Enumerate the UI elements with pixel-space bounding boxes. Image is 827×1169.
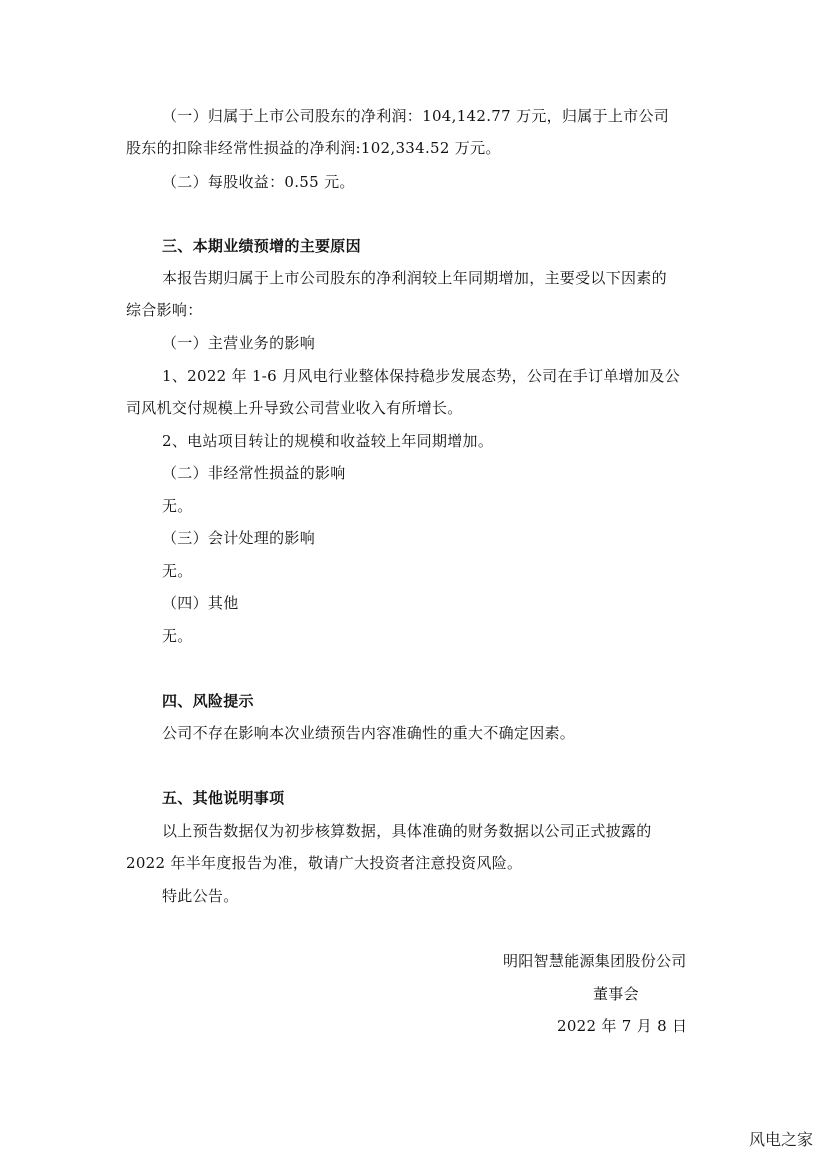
sub1-item1-line-2: 司风机交付规模上升导致公司营业收入有所增长。 (126, 399, 463, 417)
signature-date: 2022 年 7 月 8 日 (557, 1017, 688, 1035)
net-profit-line-1: （一）归属于上市公司股东的净利润：104,142.77 万元，归属于上市公司 (162, 107, 670, 125)
net-profit-line-2: 股东的扣除非经常性损益的净利润:102,334.52 万元。 (126, 139, 501, 157)
sub1-item2: 2、电站项目转让的规模和收益较上年同期增加。 (162, 432, 494, 450)
sub1-item1-line-1: 1、2022 年 1-6 月风电行业整体保持稳步发展态势，公司在手订单增加及公 (162, 367, 680, 385)
reasons-intro-line-2: 综合影响： (126, 301, 203, 319)
section-4-heading: 四、风险提示 (162, 692, 254, 710)
closing-line: 特此公告。 (162, 887, 239, 905)
signature-company: 明阳智慧能源集团股份公司 (503, 952, 687, 970)
other-body-line-2: 2022 年半年度报告为准，敬请广大投资者注意投资风险。 (126, 854, 523, 872)
section-3-heading: 三、本期业绩预增的主要原因 (162, 237, 361, 255)
sub4-body: 无。 (162, 627, 193, 645)
sub2-title: （二）非经常性损益的影响 (162, 464, 346, 482)
other-body-line-1: 以上预告数据仅为初步核算数据，具体准确的财务数据以公司正式披露的 (162, 822, 652, 840)
sub2-body: 无。 (162, 497, 193, 515)
risk-body: 公司不存在影响本次业绩预告内容准确性的重大不确定因素。 (162, 724, 576, 742)
site-watermark: 风电之家 (745, 1125, 817, 1152)
sub1-title: （一）主营业务的影响 (162, 334, 316, 352)
eps-line: （二）每股收益：0.55 元。 (162, 173, 355, 191)
section-5-heading: 五、其他说明事项 (162, 789, 285, 807)
sub4-title: （四）其他 (162, 594, 239, 612)
sub3-title: （三）会计处理的影响 (162, 529, 316, 547)
signature-board: 董事会 (593, 985, 639, 1003)
reasons-intro-line-1: 本报告期归属于上市公司股东的净利润较上年同期增加，主要受以下因素的 (162, 269, 667, 287)
sub3-body: 无。 (162, 562, 193, 580)
